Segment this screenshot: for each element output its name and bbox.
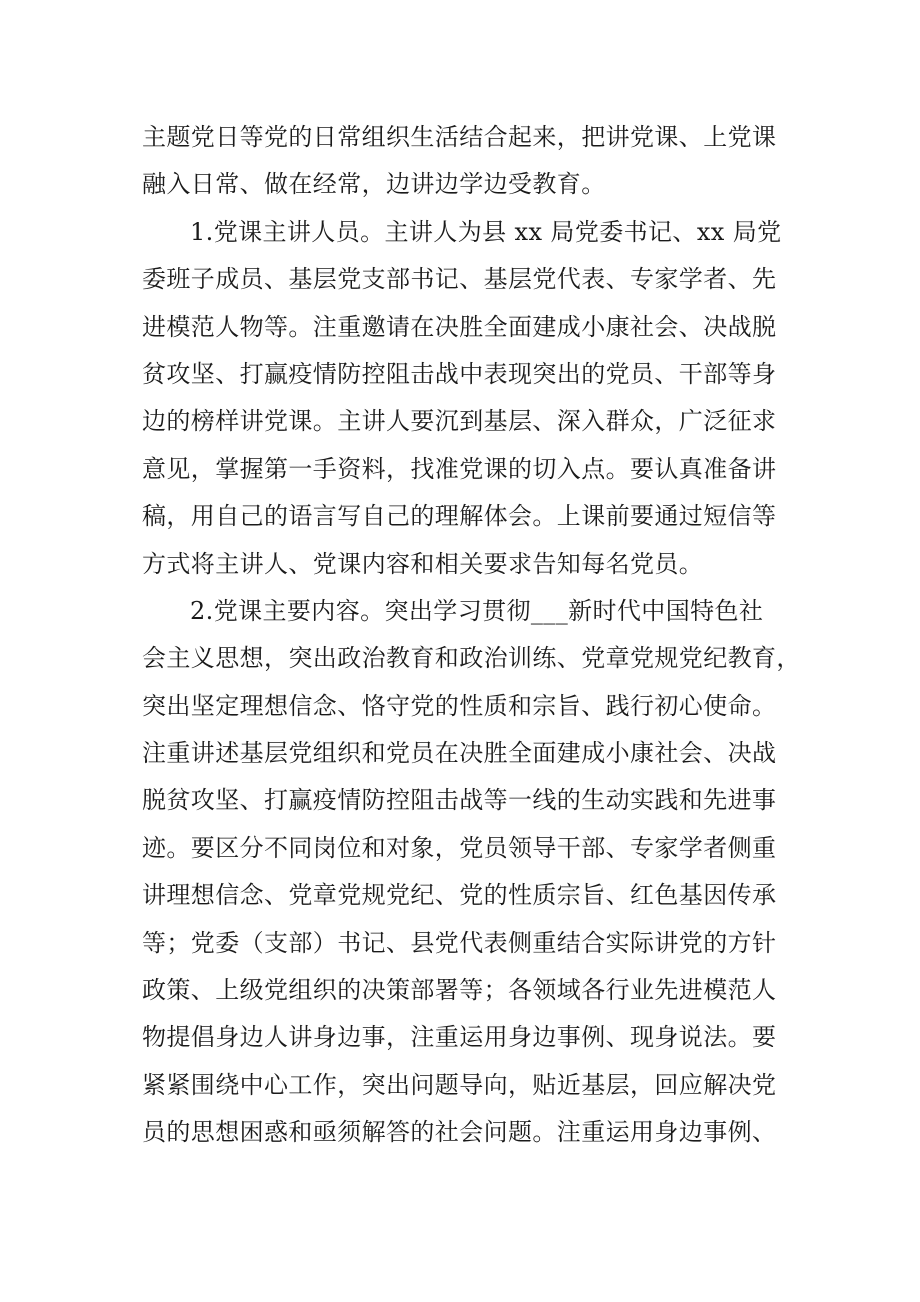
text-line: 边的榜样讲党课。主讲人要沉到基层、深入群众，广泛征求 (142, 407, 777, 436)
text-line: 讲理想信念、党章党规党纪、党的性质宗旨、红色基因传承 (142, 881, 777, 910)
text-line: 注重讲述基层党组织和党员在决胜全面建成小康社会、决战 (142, 739, 777, 768)
text-line: 方式将主讲人、党课内容和相关要求告知每名党员。 (142, 549, 704, 578)
text-line: 突出坚定理想信念、恪守党的性质和宗旨、践行初心使命。 (142, 691, 777, 720)
section-heading-line: 1.党课主讲人员。主讲人为县 xx 局党委书记、xx 局党 (190, 217, 782, 246)
text-line: 稿，用自己的语言写自己的理解体会。上课前要通过短信等 (142, 502, 777, 531)
text-line: 政策、上级党组织的决策部署等；各领域各行业先进模范人 (142, 976, 777, 1005)
text-line: 贫攻坚、打赢疫情防控阻击战中表现突出的党员、干部等身 (142, 359, 777, 388)
text-line: 物提倡身边人讲身边事，注重运用身边事例、现身说法。要 (142, 1023, 777, 1052)
section-heading-line: 2.党课主要内容。突出学习贯彻___新时代中国特色社 (190, 596, 764, 625)
text-line: 等；党委（支部）书记、县党代表侧重结合实际讲党的方针 (142, 928, 777, 957)
text-line: 意见，掌握第一手资料，找准党课的切入点。要认真准备讲 (142, 454, 777, 483)
text-line: 主题党日等党的日常组织生活结合起来，把讲党课、上党课 (142, 123, 777, 151)
text-line: 迹。要区分不同岗位和对象，党员领导干部、专家学者侧重 (142, 833, 777, 862)
text-line: 脱贫攻坚、打赢疫情防控阻击战等一线的生动实践和先进事 (142, 786, 777, 815)
text-line: 会主义思想，突出政治教育和政治训练、党章党规党纪教育， (142, 644, 801, 673)
document-body (142, 114, 801, 1157)
text-line: 进模范人物等。注重邀请在决胜全面建成小康社会、决战脱 (142, 312, 777, 341)
text-line: 融入日常、做在经常，边讲边学边受教育。 (142, 170, 606, 199)
text-line: 紧紧围绕中心工作，突出问题导向，贴近基层，回应解决党 (142, 1070, 777, 1099)
text-line: 委班子成员、基层党支部书记、基层党代表、专家学者、先 (142, 265, 777, 294)
text-line: 员的思想困惑和亟须解答的社会问题。注重运用身边事例、 (142, 1118, 777, 1147)
